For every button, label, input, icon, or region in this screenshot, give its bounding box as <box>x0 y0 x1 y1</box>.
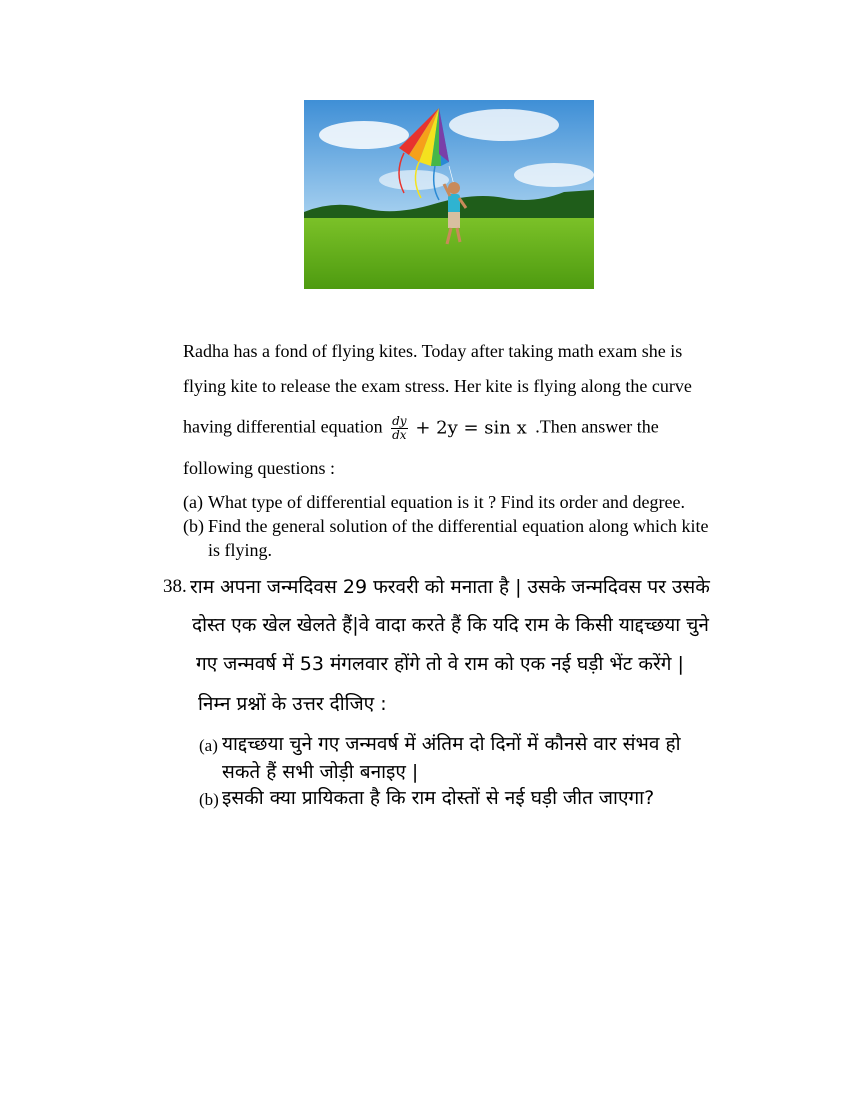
part-a-label: (a) <box>183 492 203 512</box>
passage-line-3-suffix: .Then answer the <box>535 416 659 437</box>
equation-rest: + 2y = sin x <box>415 417 527 439</box>
q38-line-1: राम अपना जन्मदिवस 29 फरवरी को मनाता है | उसके जन्मदिवस पर उसके <box>190 576 710 598</box>
passage-line-1: Radha has a fond of flying kites. Today after taking math exam she is <box>183 341 683 361</box>
passage-line-3-prefix: having differential equation <box>183 416 383 437</box>
part-a-text: What type of differential equation is it ? Find its order and degree. <box>208 492 686 512</box>
part-b-text: Find the general solution of the differential equation along which kite <box>208 516 709 536</box>
q38-line-4: निम्न प्रश्नों के उत्तर दीजिए : <box>198 693 387 715</box>
passage-line-4: following questions : <box>183 458 335 478</box>
question-38-number: 38. <box>163 576 187 597</box>
q38-line-3: गए जन्मवर्ष में 53 मंगलवार होंगे तो वे राम को एक नई घड़ी भेंट करेंगे | <box>196 653 684 675</box>
fraction-denominator: dx <box>392 428 407 442</box>
q38-line-2: दोस्त एक खेल खेलते हैं|वे वादा करते हैं कि यदि राम के किसी याद्दच्छया चुने <box>192 614 709 636</box>
passage-line-2: flying kite to release the exam stress. Her kite is flying along the curve <box>183 376 692 396</box>
q38-part-a-line-1: याद्दच्छया चुने गए जन्मवर्ष में अंतिम दो दिनों में कौनसे वार संभव हो <box>222 733 681 755</box>
fraction-numerator: dy <box>392 414 407 428</box>
q38-part-a-line-2: सकते हैं सभी जोड़ी बनाइए | <box>222 761 419 783</box>
kite-photo <box>304 100 594 289</box>
differential-equation <box>391 415 527 442</box>
passage-line-3 <box>183 415 763 442</box>
part-b-text-continued: is flying. <box>208 540 273 560</box>
q38-part-a-label: (a) <box>199 736 218 755</box>
q38-part-b-line-1: इसकी क्या प्रायिकता है कि राम दोस्तों से नई घड़ी जीत जाएगा? <box>222 787 655 809</box>
question-part-a <box>183 491 763 513</box>
part-b-label: (b) <box>183 516 204 536</box>
question-part-b <box>183 515 763 537</box>
derivative-fraction <box>391 415 407 442</box>
q38-part-b-label: (b) <box>199 790 219 809</box>
